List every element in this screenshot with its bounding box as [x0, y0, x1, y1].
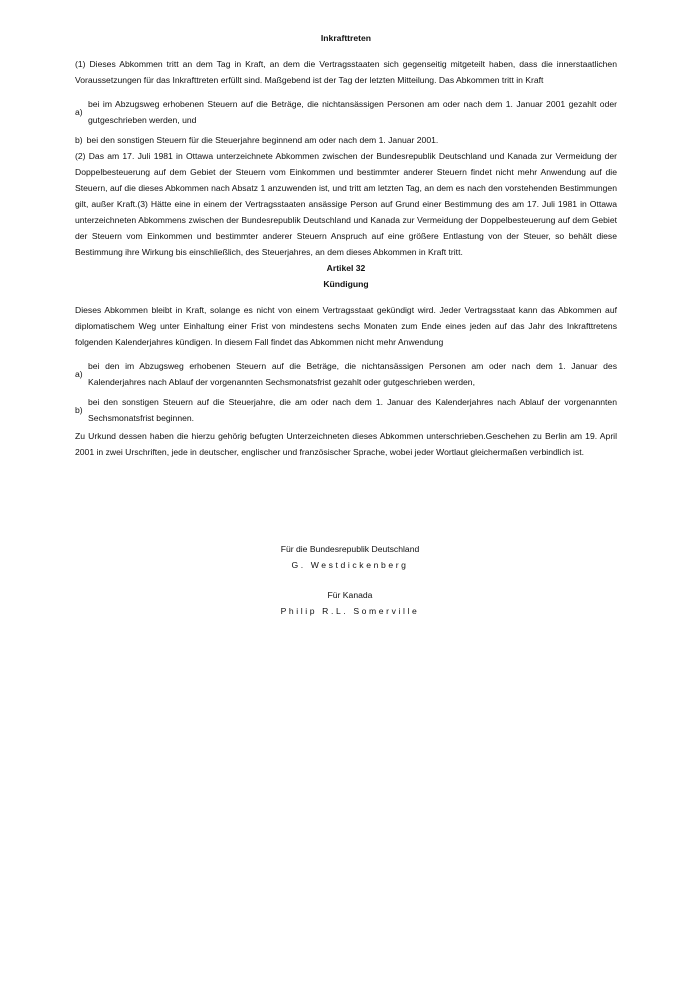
list-item-label: b) — [75, 405, 83, 415]
list-item — [75, 358, 617, 390]
list-item — [75, 394, 617, 426]
signature-party: Für Kanada — [327, 590, 373, 600]
paragraph-1: (1) Dieses Abkommen tritt an dem Tag in Kraft, an dem die Vertragsstaaten sich gegenseitig mitgeteilt haben, dass die innerstaatlichen Voraussetzungen für das Inkrafttreten erfüllt sind. Maßgebend ist der Tag der letzten Mitteilung. Das Abkommen tritt in Kraft — [75, 59, 617, 85]
signature-block-germany — [75, 541, 625, 573]
article-title: Kündigung — [323, 279, 369, 289]
signature-party: Für die Bundesrepublik Deutschland — [280, 544, 420, 554]
paragraph-2: (2) Das am 17. Juli 1981 in Ottawa unterzeichnete Abkommen zwischen der Bundesrepublik Deutschland und Kanada zur Vermeidung der Doppelbesteuerung auf dem Gebiet der Steuern vom Einkommen und bestimmter anderer Steuern findet nicht mehr Anwendung auf die Steuern, auf die dieses Abkommen nach Absatz 1 anzuwenden ist, und tritt am letzten Tag, an dem es nach den vorstehenden Bestimmungen gilt, außer Kraft.(3) Hätte eine in einem der Vertragsstaaten ansässige Person auf Grund einer Bestimmung des am 17. Juli 1981 in Ottawa unterzeichneten Abkommens zwischen der Bundesrepublik Deutschland und Kanada zur Vermeidung der Doppelbesteuerung auf dem Gebiet der Steuern vom Einkommen und bestimmter anderer Steuern Anspruch auf eine größere Entlastung von der Steuer, so behält diese Bestimmung ihre Wirkung bis einschließlich, des Steuerjahres, an dem dieses Abkommen in Kraft tritt. — [75, 151, 617, 257]
article-number: Artikel 32 — [326, 263, 366, 273]
list-item — [75, 96, 617, 128]
list-item-text: bei den sonstigen Steuern auf die Steuerjahre, die am oder nach dem 1. Januar des Kalenderjahres nach Ablauf der vorgenannten Sechsmonatsfrist beginnen. — [88, 397, 617, 423]
list-item — [75, 132, 617, 148]
list-item-label: a) — [75, 369, 83, 379]
list-item-text: bei den sonstigen Steuern für die Steuerjahre beginnend am oder nach dem 1. Januar 2001. — [86, 135, 439, 145]
paragraph-3: Dieses Abkommen bleibt in Kraft, solange es nicht von einem Vertragsstaat gekündigt wird. Jeder Vertragsstaat kann das Abkommen auf diplomatischem Weg unter Einhaltung einer Frist von mindestens sechs Monaten zum Ende eines jeden auf das Jahr des Inkrafttretens folgenden Kalenderjahres kündigen. In diesem Fall findet das Abkommen nicht mehr Anwendung — [75, 305, 617, 347]
signature-name: G. Westdickenberg — [291, 560, 409, 570]
section-title: Inkrafttreten — [320, 33, 372, 43]
document-body — [75, 30, 617, 460]
list-item-text: bei den im Abzugsweg erhobenen Steuern auf die Beträge, die nichtansässigen Personen am oder nach dem 1. Januar des Kalenderjahres nach Ablauf der vorgenannten Sechsmonatsfrist gezahlt oder gutgeschrieben werden, — [88, 361, 617, 387]
signature-name: Philip R.L. Somerville — [280, 606, 420, 616]
list-item-label: a) — [75, 107, 83, 117]
list-item-label: b) — [75, 135, 83, 145]
paragraph-4: Zu Urkund dessen haben die hierzu gehörig befugten Unterzeichneten dieses Abkommen unterschrieben.Geschehen zu Berlin am 19. April 2001 in zwei Urschriften, jede in deutscher, englischer und französischer Sprache, wobei jeder Wortlaut gleichermaßen verbindlich ist. — [75, 431, 617, 457]
list-item-text: bei im Abzugsweg erhobenen Steuern auf die Beträge, die nichtansässigen Personen am oder nach dem 1. Januar 2001 gezahlt oder gutgeschrieben werden, und — [88, 99, 617, 125]
signature-block-canada — [75, 587, 625, 619]
